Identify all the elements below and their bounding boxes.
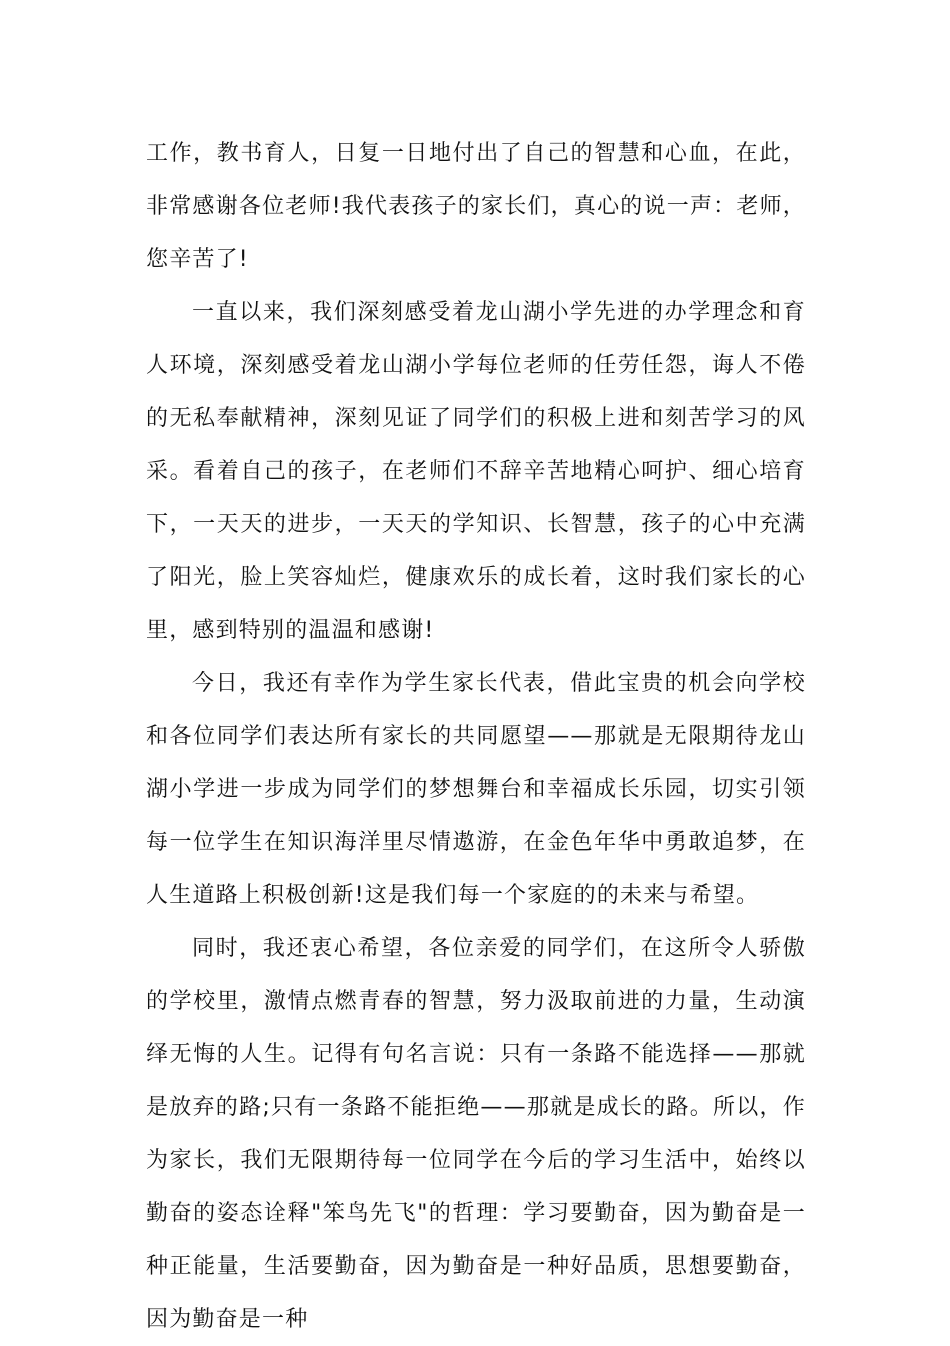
- paragraph-student-hopes: 同时，我还衷心希望，各位亲爱的同学们，在这所令人骄傲的学校里，激情点燃青春的智慧，努力汲取前进的力量，生动演绎无悔的人生。记得有句名言说：只有一条路不能选择——那就是放弃的路;只有一条路不能拒绝——那就是成长的路。所以，作为家长，我们无限期待每一位同学在今后的学习生活中，始终以勤奋的姿态诠释"笨鸟先飞"的哲理：学习要勤奋，因为勤奋是一种正能量，生活要勤奋，因为勤奋是一种好品质，思想要勤奋，因为勤奋是一种: [146, 936, 806, 1332]
- paragraph-parent-wishes: 今日，我还有幸作为学生家长代表，借此宝贵的机会向学校和各位同学们表达所有家长的共同愿望——那就是无限期待龙山湖小学进一步成为同学们的梦想舞台和幸福成长乐园，切实引领每一位学生在知识海洋里尽情遨游，在金色年华中勇敢追梦，在人生道路上积极创新!这是我们每一个家庭的的未来与希望。: [146, 671, 806, 908]
- document-body: [146, 127, 806, 1346]
- paragraph-continuation: 工作，教书育人，日复一日地付出了自己的智慧和心血，在此，非常感谢各位老师!我代表孩子的家长们，真心的说一声：老师，您辛苦了!: [146, 141, 806, 272]
- paragraph-school-appreciation: 一直以来，我们深刻感受着龙山湖小学先进的办学理念和育人环境，深刻感受着龙山湖小学每位老师的任劳任怨，诲人不倦的无私奉献精神，深刻见证了同学们的积极上进和刻苦学习的风采。看着自己的孩子，在老师们不辞辛苦地精心呵护、细心培育下，一天天的进步，一天天的学知识、长智慧，孩子的心中充满了阳光，脸上笑容灿烂，健康欢乐的成长着，这时我们家长的心里，感到特别的温温和感谢!: [146, 300, 806, 643]
